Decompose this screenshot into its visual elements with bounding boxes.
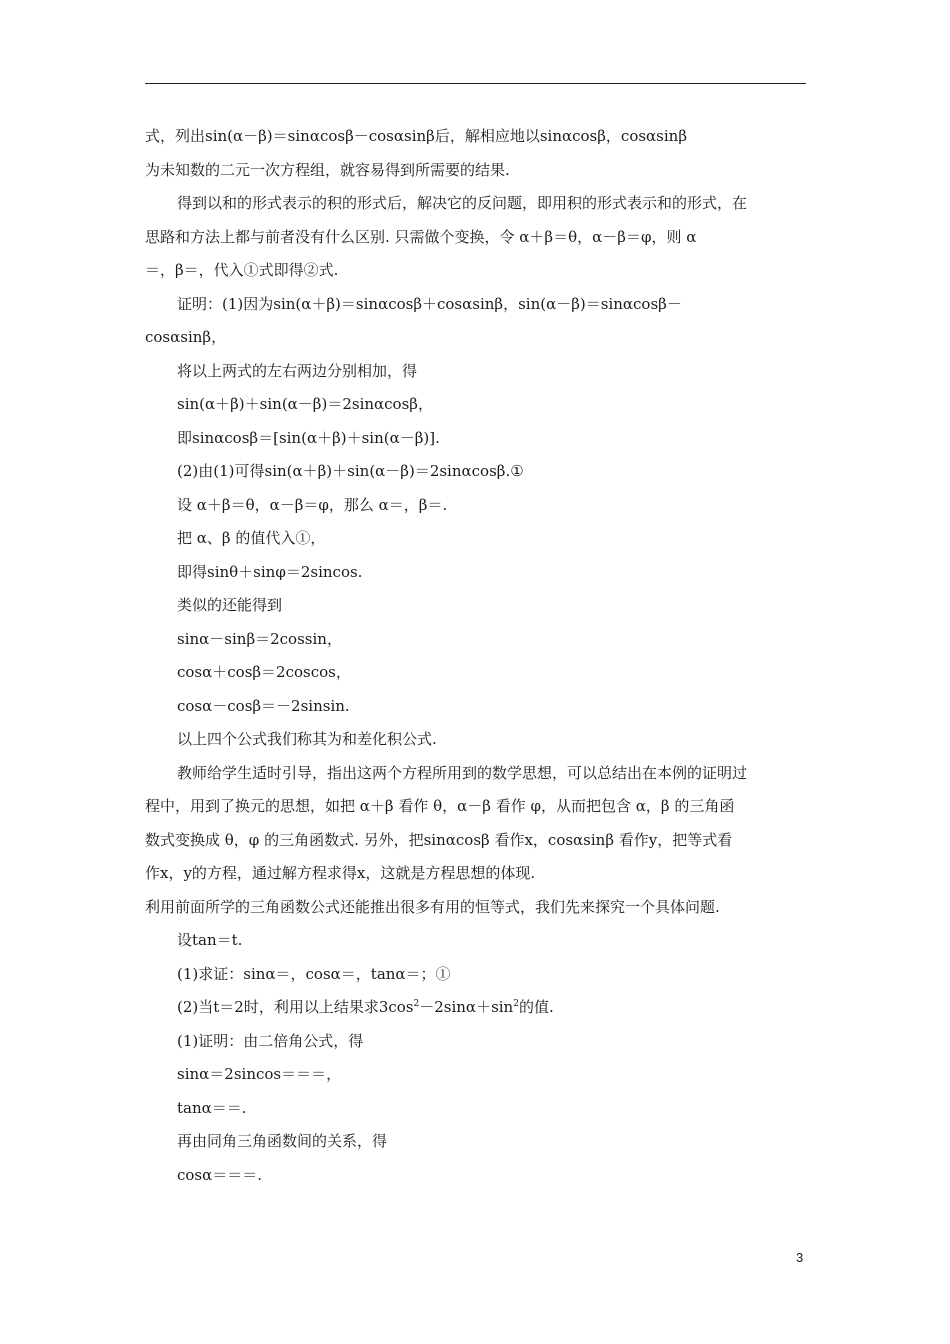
text-part: －2sinα＋sin bbox=[419, 998, 514, 1016]
text-line: 为未知数的二元一次方程组，就容易得到所需要的结果. bbox=[145, 160, 510, 179]
text-line: 式，列出sin(α－β)＝sinαcosβ－cosαsinβ后，解相应地以sinαcosβ，cosαsinβ bbox=[145, 127, 688, 145]
text-line: ＝，β＝，代入①式即得②式. bbox=[145, 261, 339, 279]
text-line: sinα＝2sincos＝＝＝， bbox=[177, 1065, 342, 1083]
text-line-special bbox=[145, 991, 806, 1025]
text-line: 类似的还能得到 bbox=[177, 596, 283, 614]
text-line: 再由同角三角函数间的关系，得 bbox=[177, 1132, 388, 1150]
header-rule bbox=[145, 83, 806, 84]
text-line: cosα＝＝＝. bbox=[177, 1165, 263, 1184]
text-line: 把 α、β 的值代入①， bbox=[177, 529, 326, 547]
superscript: 2 bbox=[513, 999, 519, 1009]
text-line: 证明：(1)因为sin(α＋β)＝sinαcosβ＋cosαsinβ，sin(α－β)＝sinαcosβ－ bbox=[177, 294, 682, 313]
text-line: cosα－cosβ＝－2sinsin. bbox=[177, 696, 350, 715]
text-line: sinα－sinβ＝2cossin， bbox=[177, 629, 342, 648]
text-line: 即得sinθ＋sinφ＝2sincos. bbox=[177, 562, 363, 581]
text-line: 设 α＋β＝θ，α－β＝φ，那么 α＝，β＝. bbox=[177, 495, 448, 514]
text-line: 作x，y的方程，通过解方程求得x，这就是方程思想的体现. bbox=[145, 864, 536, 882]
text-line: 以上四个公式我们称其为和差化积公式. bbox=[177, 730, 437, 748]
text-line: 设tan＝t. bbox=[177, 931, 243, 949]
text-line: 数式变换成 θ，φ 的三角函数式. 另外，把sinαcosβ 看作x，cosαsinβ 看作y，把等式看 bbox=[145, 830, 733, 849]
text-line: 利用前面所学的三角函数公式还能推出很多有用的恒等式，我们先来探究一个具体问题. bbox=[145, 897, 720, 916]
text-line: 程中，用到了换元的思想，如把 α＋β 看作 θ，α－β 看作 φ，从而把包含 α，β 的三角函 bbox=[145, 797, 735, 815]
text-lines-tail bbox=[145, 1025, 806, 1193]
text-line: 得到以和的形式表示的积的形式后，解决它的反问题，即用积的形式表示和的形式，在 bbox=[177, 194, 748, 212]
text-line: sin(α＋β)＋sin(α－β)＝2sinαcosβ， bbox=[177, 395, 433, 413]
page-body bbox=[145, 120, 806, 1192]
text-part: 的值. bbox=[518, 998, 554, 1016]
text-line: 教师给学生适时引导，指出这两个方程所用到的数学思想，可以总结出在本例的证明过 bbox=[177, 763, 748, 782]
text-line: 即sinαcosβ＝[sin(α＋β)＋sin(α－β)]. bbox=[177, 428, 440, 447]
superscript: 2 bbox=[413, 999, 420, 1009]
text-line: 思路和方法上都与前者没有什么区别. 只需做个变换，令 α＋β＝θ，α－β＝φ，则 α bbox=[145, 227, 697, 246]
text-line: (2)由(1)可得sin(α＋β)＋sin(α－β)＝2sinαcosβ.① bbox=[177, 462, 524, 480]
text-line: (1)证明：由二倍角公式，得 bbox=[177, 1031, 364, 1050]
text-line: 将以上两式的左右两边分别相加，得 bbox=[177, 361, 418, 380]
text-line: (1)求证：sinα＝，cosα＝，tanα＝；① bbox=[177, 964, 451, 983]
text-line: cosα＋cosβ＝2coscos， bbox=[177, 663, 351, 681]
text-part: (2)当t＝2时，利用以上结果求3cos bbox=[177, 998, 414, 1016]
text-line: cosαsinβ， bbox=[145, 328, 227, 346]
text-line: tanα＝＝. bbox=[177, 1098, 247, 1117]
page-number: 3 bbox=[796, 1250, 804, 1265]
text-lines bbox=[145, 120, 806, 991]
